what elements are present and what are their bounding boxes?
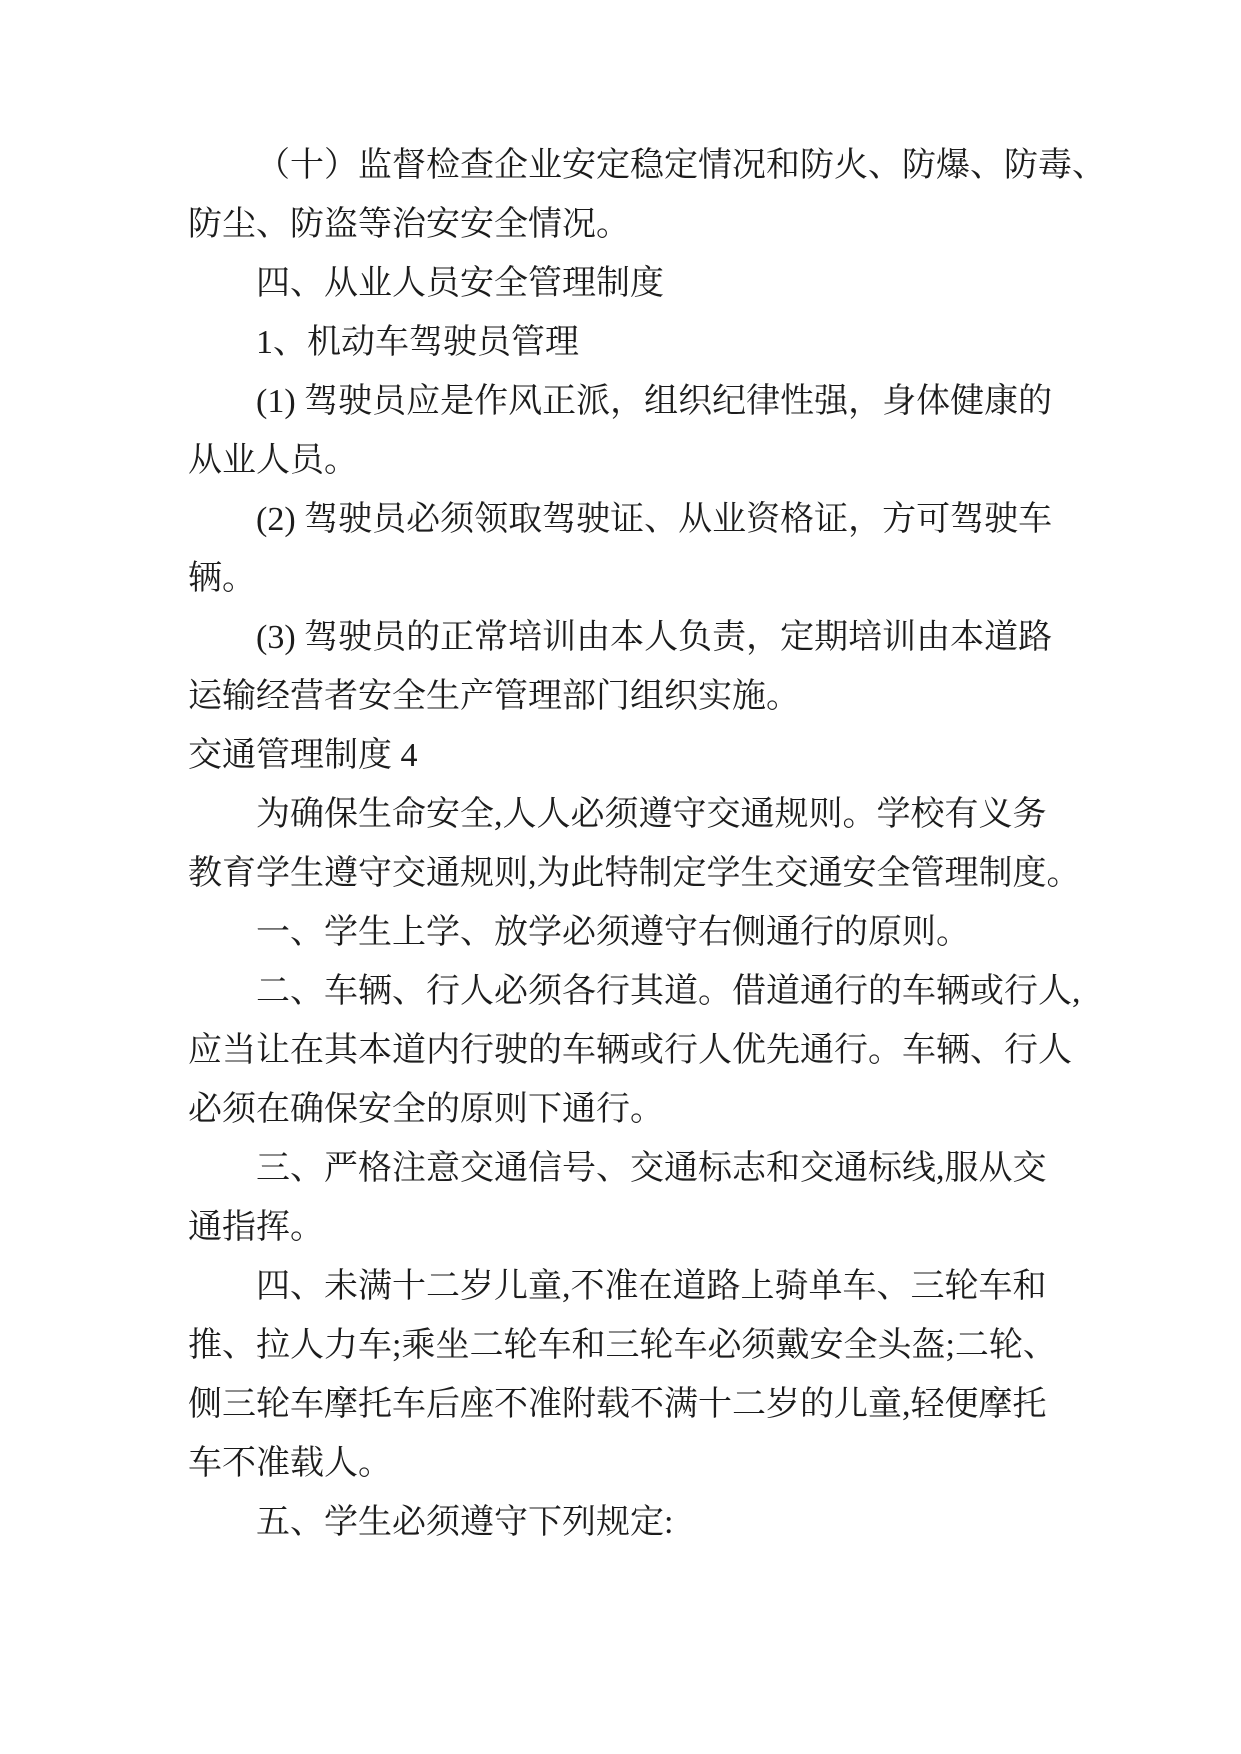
document-line: 三、严格注意交通信号、交通标志和交通标线,服从交 (256, 1150, 1047, 1187)
document-line: 运输经营者安全生产管理部门组织实施。 (188, 678, 800, 715)
document-line: 五、学生必须遵守下列规定: (256, 1504, 674, 1541)
document-line: 车不准载人。 (188, 1445, 392, 1482)
document-line: 推、拉人力车;乘坐二轮车和三轮车必须戴安全头盔;二轮、 (188, 1327, 1057, 1364)
document-line: 交通管理制度 4 (188, 737, 418, 774)
document-line: 防尘、防盗等治安安全情况。 (188, 206, 630, 243)
document-line: 为确保生命安全,人人必须遵守交通规则。学校有义务 (256, 796, 1047, 833)
document-line: 一、学生上学、放学必须遵守右侧通行的原则。 (256, 914, 970, 951)
document-line: 四、从业人员安全管理制度 (256, 265, 664, 302)
document-line: 通指挥。 (188, 1209, 324, 1246)
document-line: 二、车辆、行人必须各行其道。借道通行的车辆或行人, (256, 973, 1081, 1010)
document-line: （十）监督检查企业安定稳定情况和防火、防爆、防毒、 (256, 147, 1106, 184)
document-line: 应当让在其本道内行驶的车辆或行人优先通行。车辆、行人 (188, 1032, 1072, 1069)
document-text-block (188, 136, 1118, 1552)
document-line: 教育学生遵守交通规则,为此特制定学生交通安全管理制度。 (188, 855, 1081, 892)
document-line: 从业人员。 (188, 442, 358, 479)
document-line: 必须在确保安全的原则下通行。 (188, 1091, 664, 1128)
document-line: 侧三轮车摩托车后座不准附载不满十二岁的儿童,轻便摩托 (188, 1386, 1047, 1423)
document-line: (2) 驾驶员必须领取驾驶证、从业资格证，方可驾驶车 (256, 501, 1053, 538)
document-line: 辆。 (188, 560, 256, 597)
document-line: (3) 驾驶员的正常培训由本人负责，定期培训由本道路 (256, 619, 1053, 656)
document-line: (1) 驾驶员应是作风正派，组织纪律性强，身体健康的 (256, 383, 1053, 420)
document-line: 四、未满十二岁儿童,不准在道路上骑单车、三轮车和 (256, 1268, 1047, 1305)
document-line: 1、机动车驾驶员管理 (256, 324, 579, 361)
